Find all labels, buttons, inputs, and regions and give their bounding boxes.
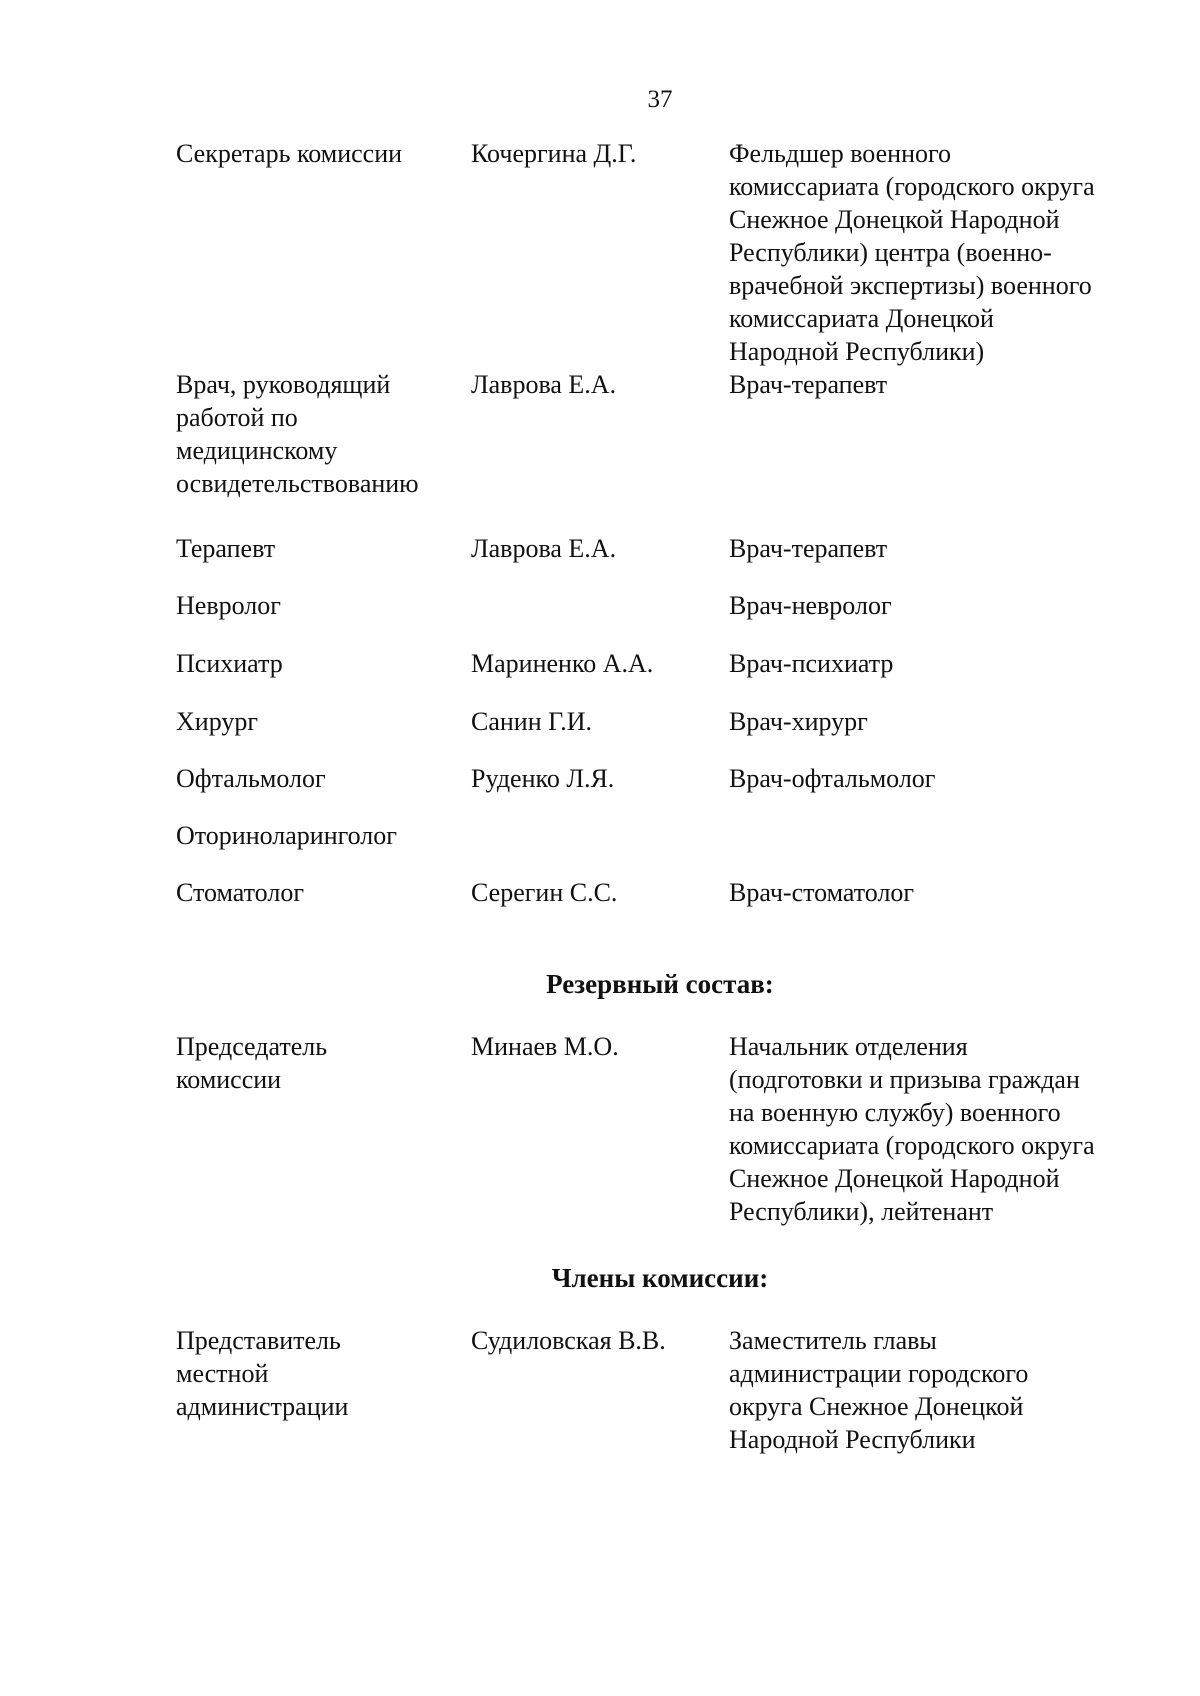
position-cell: Фельдшер военного комиссариата (городского округа Снежное Донецкой Народной Республики) центра (военно- врачебной экспертизы) военного комиссариата Донецкой Народной Республики) xyxy=(729,139,1095,366)
role-cell: Невролог xyxy=(176,591,281,620)
name-cell: Кочергина Д.Г. xyxy=(471,139,637,168)
role-cell: Офтальмолог xyxy=(176,764,326,793)
position-cell: Начальник отделения (подготовки и призыва граждан на военную службу) военного комиссариата (городского округа Снежное Донецкой Народной Республики), лейтенант xyxy=(729,1032,1095,1226)
role-cell: Врач, руководящий работой по медицинскому освидетельствованию xyxy=(176,370,419,498)
position-cell: Врач-терапевт xyxy=(729,534,888,563)
name-cell: Лаврова Е.А. xyxy=(471,534,617,563)
page-number: 37 xyxy=(647,86,673,113)
position-cell: Врач-психиатр xyxy=(729,649,894,678)
role-cell: Терапевт xyxy=(176,534,276,563)
position-cell: Врач-невролог xyxy=(729,591,892,620)
position-cell: Врач-офтальмолог xyxy=(729,764,936,793)
position-cell: Врач-хирург xyxy=(729,707,868,736)
role-cell: Председатель комиссии xyxy=(176,1032,328,1094)
role-cell: Секретарь комиссии xyxy=(176,139,403,168)
role-cell: Стоматолог xyxy=(176,878,304,907)
name-cell: Лаврова Е.А. xyxy=(471,370,617,399)
reserve-heading: Резервный состав: xyxy=(546,969,774,999)
name-cell: Руденко Л.Я. xyxy=(471,764,615,793)
position-cell: Врач-терапевт xyxy=(729,370,888,399)
name-cell: Серегин С.С. xyxy=(471,878,618,907)
position-cell: Заместитель главы администрации городского округа Снежное Донецкой Народной Республики xyxy=(729,1326,1029,1454)
role-cell: Психиатр xyxy=(176,649,283,678)
name-cell: Санин Г.И. xyxy=(471,707,592,736)
name-cell: Мариненко А.А. xyxy=(471,649,654,678)
role-cell: Хирург xyxy=(176,707,259,736)
position-cell: Врач-стоматолог xyxy=(729,878,915,907)
members-heading: Члены комиссии: xyxy=(551,1263,769,1293)
name-cell: Судиловская В.В. xyxy=(471,1326,666,1355)
role-cell: Представитель местной администрации xyxy=(176,1326,349,1421)
name-cell: Минаев М.О. xyxy=(471,1032,619,1061)
role-cell: Оториноларинголог xyxy=(176,821,397,850)
